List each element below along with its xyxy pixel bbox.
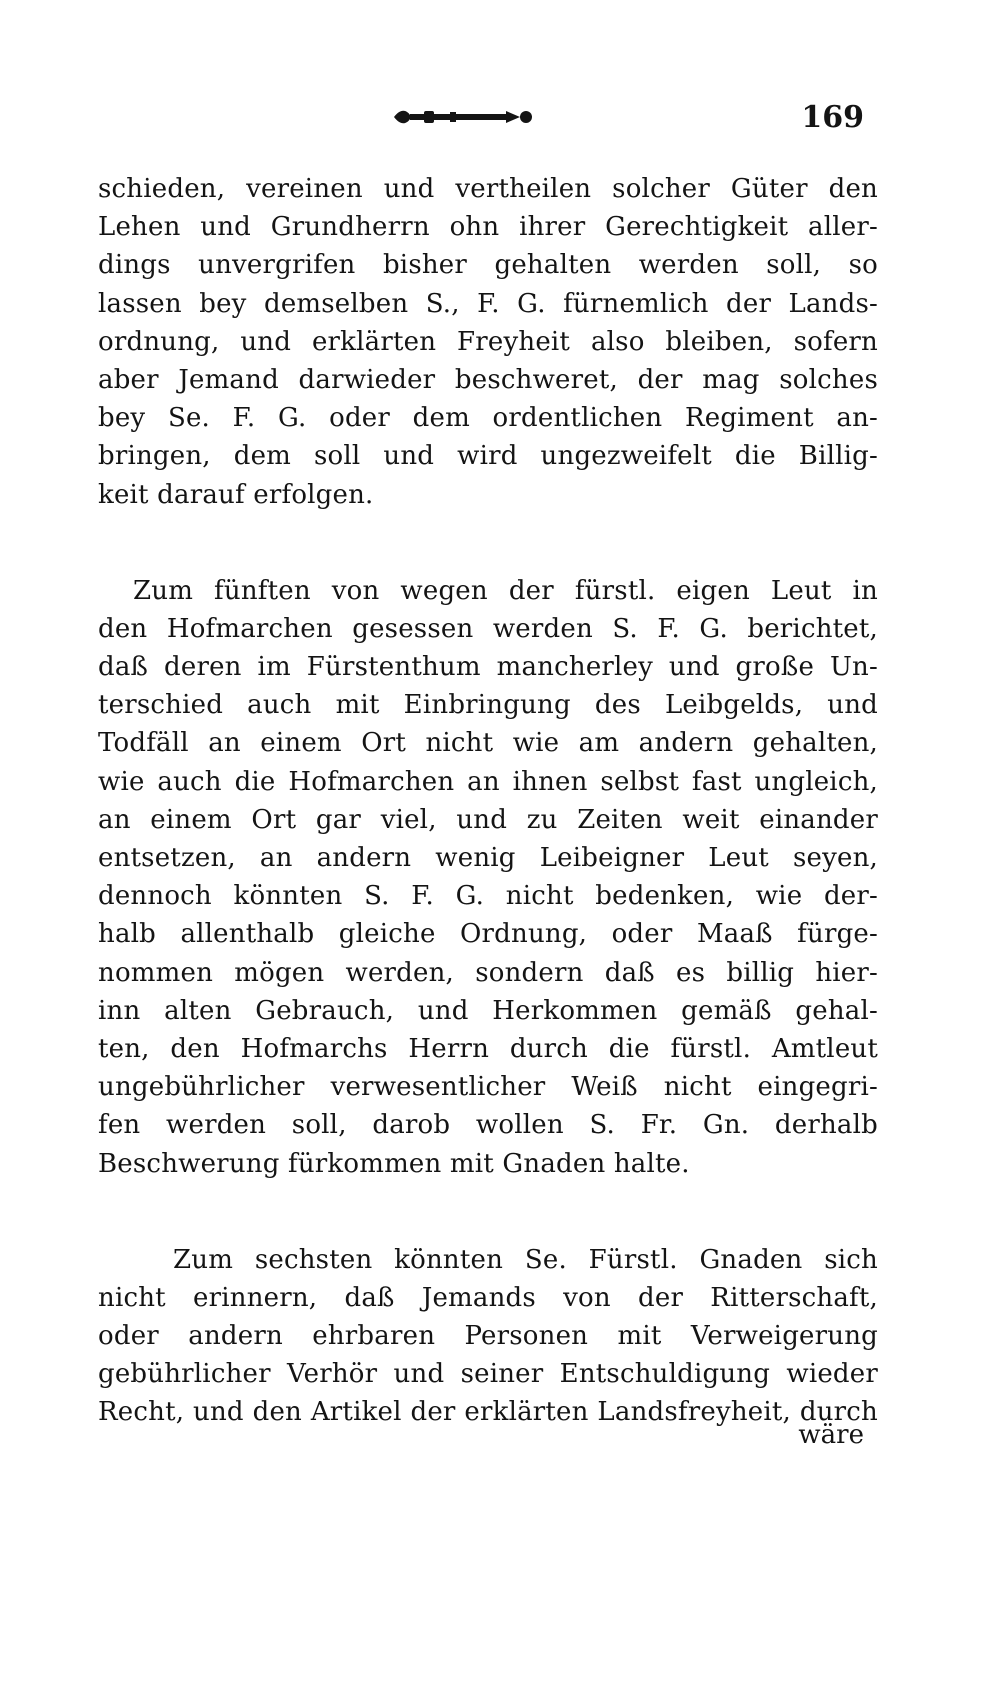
- text-line: Beschwerung fürkommen mit Gnaden halte.: [98, 1148, 690, 1179]
- text-line: bringen, dem soll und wird ungezweifelt die Billig-: [98, 441, 878, 472]
- text-line: terschied auch mit Einbringung des Leibgelds, und: [98, 690, 878, 721]
- text-line: Zum sechsten könnten Se. Fürstl. Gnaden sich: [173, 1244, 878, 1275]
- text-line: keit darauf erfolgen.: [98, 479, 374, 510]
- decorative-rule-ornament-icon: [390, 106, 538, 128]
- text-line: Zum fünften von wegen der fürstl. eigen Leut in: [133, 575, 878, 606]
- page-number: 169: [801, 100, 864, 135]
- text-line: dennoch könnten S. F. G. nicht bedenken, wie der-: [98, 881, 878, 912]
- text-line: nommen mögen werden, sondern daß es billig hier-: [98, 957, 878, 988]
- text-line: nicht erinnern, daß Jemands von der Ritterschaft,: [98, 1282, 878, 1313]
- body-text: [98, 170, 878, 1432]
- running-header: [0, 100, 1000, 140]
- text-line: den Hofmarchen gesessen werden S. F. G. berichtet,: [98, 613, 878, 644]
- paragraph-2: [98, 572, 878, 1183]
- text-line: schieden, vereinen und vertheilen solcher Güter den: [98, 174, 878, 204]
- text-line: an einem Ort gar viel, und zu Zeiten weit einander: [98, 804, 878, 835]
- text-line: bey Se. F. G. oder dem ordentlichen Regiment an-: [98, 403, 878, 434]
- text-line: Lehen und Grundherrn ohn ihrer Gerechtigkeit aller-: [98, 212, 878, 243]
- text-line: oder andern ehrbaren Personen mit Verweigerung: [98, 1321, 878, 1352]
- text-line: gebührlicher Verhör und seiner Entschuldigung wieder: [98, 1359, 878, 1390]
- paragraph-3: [98, 1241, 878, 1432]
- text-line: fen werden soll, darob wollen S. Fr. Gn. derhalb: [98, 1110, 878, 1141]
- text-line: aber Jemand darwieder beschweret, der mag solches: [98, 364, 878, 395]
- text-line: wie auch die Hofmarchen an ihnen selbst fast ungleich,: [98, 766, 878, 797]
- text-line: inn alten Gebrauch, und Herkommen gemäß gehal-: [98, 995, 878, 1026]
- text-line: Todfäll an einem Ort nicht wie am andern gehalten,: [98, 728, 878, 759]
- paragraph-gap: [98, 514, 878, 572]
- text-line: ungebührlicher verwesentlicher Weiß nicht eingegri-: [98, 1072, 878, 1103]
- text-line: lassen bey demselben S., F. G. fürnemlich der Lands-: [98, 288, 878, 319]
- text-line: ten, den Hofmarchs Herrn durch die fürstl. Amtleut: [98, 1033, 878, 1064]
- text-line: halb allenthalb gleiche Ordnung, oder Maaß fürge-: [98, 919, 878, 950]
- paragraph-gap: [98, 1183, 878, 1241]
- catchword: wäre: [798, 1420, 864, 1450]
- paragraph-1: [98, 170, 878, 514]
- text-line: entsetzen, an andern wenig Leibeigner Leut seyen,: [98, 843, 878, 873]
- text-line: dings unvergrifen bisher gehalten werden soll, so: [98, 250, 878, 281]
- text-line: Recht, und den Artikel der erklärten Landsfreyheit, durch: [98, 1397, 878, 1428]
- text-line: ordnung, und erklärten Freyheit also bleiben, sofern: [98, 326, 878, 357]
- text-line: daß deren im Fürstenthum mancherley und große Un-: [98, 652, 878, 683]
